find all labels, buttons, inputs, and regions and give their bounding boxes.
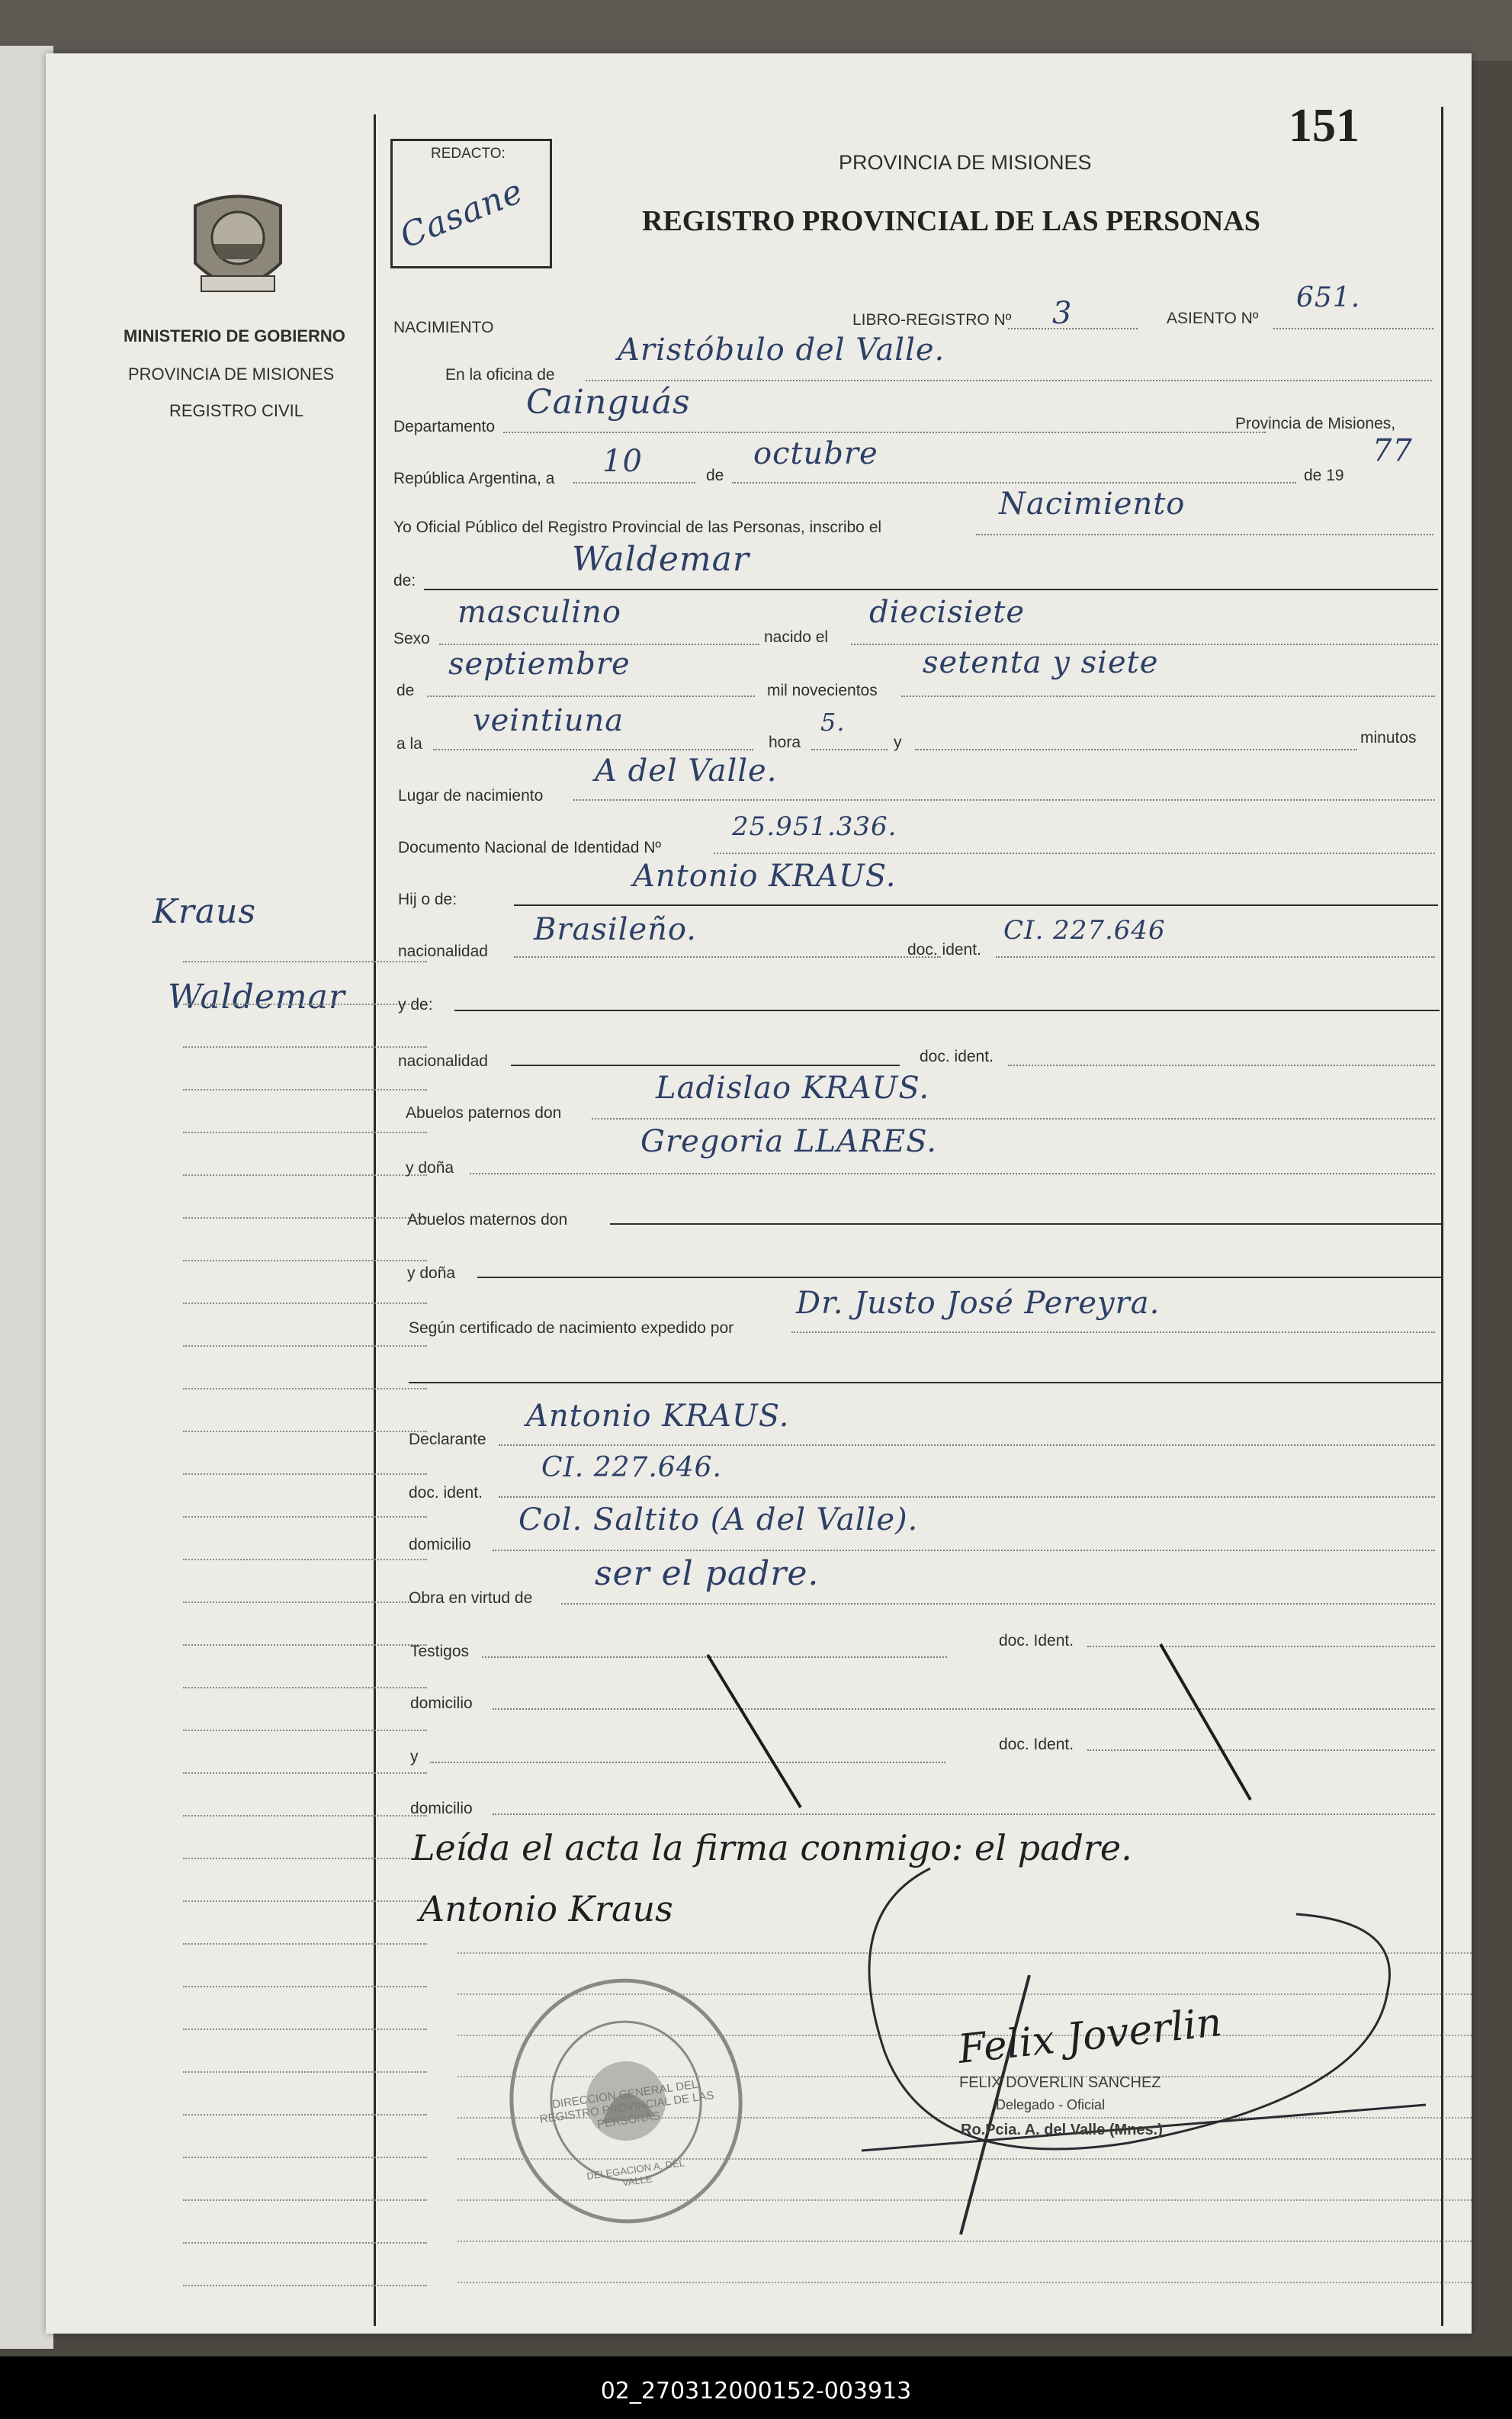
obra-value: ser el padre. bbox=[595, 1554, 820, 1593]
redacto-label: REDACTO: bbox=[431, 146, 506, 162]
abuela-pat-value: Gregoria LLARES. bbox=[640, 1124, 937, 1159]
anio-value: 77 bbox=[1372, 433, 1413, 468]
doc-test2-label: doc. Ident. bbox=[999, 1736, 1074, 1753]
official-title: Delegado - Oficial bbox=[996, 2097, 1106, 2112]
abuelos-pat-label: Abuelos paternos don bbox=[406, 1104, 562, 1122]
sexo-label: Sexo bbox=[393, 630, 430, 647]
y-de-label: y de: bbox=[398, 996, 433, 1014]
domicilio3-label: domicilio bbox=[410, 1800, 473, 1817]
dni-value: 25.951.336. bbox=[732, 811, 897, 842]
sexo-value: masculino bbox=[457, 595, 621, 630]
doc-ident2-label: doc. ident. bbox=[920, 1048, 994, 1065]
margin-given-name: Waldemar bbox=[168, 978, 345, 1017]
abuelo-pat-value: Ladislao KRAUS. bbox=[656, 1071, 930, 1106]
certificado-value: Dr. Justo José Pereyra. bbox=[796, 1286, 1160, 1321]
asiento-label: ASIENTO Nº bbox=[1167, 310, 1259, 327]
lugar-value: A del Valle. bbox=[595, 753, 778, 789]
y-label: y bbox=[894, 734, 902, 751]
y-dona-label: y doña bbox=[406, 1159, 454, 1177]
official-location: Ro.Pcia. A. del Valle (Mnes.) bbox=[961, 2122, 1163, 2138]
page-number: 151 bbox=[1289, 100, 1360, 152]
nombre-value: Waldemar bbox=[572, 540, 750, 579]
record-type-label: NACIMIENTO bbox=[393, 319, 494, 336]
frame-top bbox=[0, 0, 1512, 61]
testigos-label: Testigos bbox=[410, 1643, 470, 1660]
redacto-signature: Casane bbox=[394, 172, 529, 256]
declarante-value: Antonio KRAUS. bbox=[526, 1399, 790, 1434]
domicilio-value: Col. Saltito (A del Valle). bbox=[518, 1502, 919, 1537]
minutos-label: minutos bbox=[1360, 729, 1417, 747]
domicilio-label: domicilio bbox=[409, 1536, 471, 1553]
nacionalidad-padre-value: Brasileño. bbox=[534, 912, 698, 947]
de2-label: de bbox=[396, 682, 415, 699]
registry-seal bbox=[484, 1959, 769, 2244]
departamento-value: Cainguás bbox=[526, 383, 691, 422]
asiento-value: 651. bbox=[1296, 282, 1361, 313]
mes-value: octubre bbox=[753, 436, 878, 471]
nacido-value: diecisiete bbox=[869, 595, 1026, 630]
document-id: 02_270312000152-003913 bbox=[600, 2378, 912, 2405]
dni-label: Documento Nacional de Identidad Nº bbox=[398, 839, 662, 856]
official-name: FELIX DOVERLIN SANCHEZ bbox=[959, 2074, 1161, 2091]
closing-statement: Leída el acta la firma conmigo: el padre. bbox=[412, 1827, 1132, 1868]
padre-value: Antonio KRAUS. bbox=[633, 859, 897, 894]
official-signature: Felix Joverlin bbox=[955, 2000, 1225, 2073]
ministry-line1: MINISTERIO DE GOBIERNO bbox=[124, 326, 345, 345]
libro-value: 3 bbox=[1052, 296, 1073, 331]
dia-value: 10 bbox=[602, 444, 643, 479]
de-label: de bbox=[706, 467, 724, 484]
nacionalidad-label: nacionalidad bbox=[398, 943, 488, 960]
mes-nac-value: septiembre bbox=[448, 647, 631, 682]
doc-ident-label: doc. ident. bbox=[907, 941, 981, 959]
y2-label: y bbox=[410, 1748, 419, 1765]
nacionalidad2-label: nacionalidad bbox=[398, 1052, 488, 1070]
departamento-label: Departamento bbox=[393, 418, 496, 435]
seal-outer-text: DIRECCION GENERAL DEL REGISTRO PROVINCIAL DE LAS PERSONAS bbox=[538, 2077, 715, 2131]
lugar-label: Lugar de nacimiento bbox=[398, 787, 544, 805]
oficial-value: Nacimiento bbox=[999, 487, 1186, 522]
nacido-label: nacido el bbox=[764, 628, 829, 646]
province-heading: PROVINCIA DE MISIONES bbox=[839, 151, 1092, 174]
oficial-label: Yo Oficial Público del Registro Provincial de las Personas, inscribo el bbox=[393, 519, 882, 536]
obra-label: Obra en virtud de bbox=[409, 1589, 533, 1607]
oficina-label: En la oficina de bbox=[445, 366, 555, 384]
doc-decl-label: doc. ident. bbox=[409, 1484, 483, 1502]
mil-label: mil novecientos bbox=[767, 682, 878, 699]
doc-test-label: doc. Ident. bbox=[999, 1632, 1074, 1650]
anio-nac-value: setenta y siete bbox=[923, 645, 1159, 680]
hijo-label: Hij o de: bbox=[398, 891, 457, 908]
hora-value: veintiuna bbox=[473, 703, 624, 738]
domicilio2-label: domicilio bbox=[410, 1695, 473, 1712]
ministry-line2: PROVINCIA DE MISIONES bbox=[128, 365, 335, 384]
doc-decl-value: CI. 227.646. bbox=[541, 1452, 722, 1483]
doc-padre-value: CI. 227.646 bbox=[1003, 915, 1166, 946]
libro-label: LIBRO-REGISTRO Nº bbox=[852, 311, 1012, 329]
registry-page bbox=[46, 53, 1472, 2334]
declarant-signature: Antonio Kraus bbox=[419, 1888, 673, 1929]
oficina-value: Aristóbulo del Valle. bbox=[618, 332, 945, 368]
abuelos-mat-label: Abuelos maternos don bbox=[407, 1211, 568, 1229]
hora-num-value: 5. bbox=[820, 708, 846, 737]
republica-label: República Argentina, a bbox=[393, 470, 555, 487]
certificado-label: Según certificado de nacimiento expedido por bbox=[409, 1319, 734, 1337]
margin-surname: Kraus bbox=[152, 892, 257, 931]
hora-label: hora bbox=[769, 734, 801, 751]
y-dona2-label: y doña bbox=[407, 1264, 456, 1282]
ministry-line3: REGISTRO CIVIL bbox=[169, 401, 304, 420]
a-la-label: a la bbox=[396, 735, 422, 753]
provincia-label: Provincia de Misiones, bbox=[1235, 415, 1396, 432]
registry-heading: REGISTRO PROVINCIAL DE LAS PERSONAS bbox=[642, 205, 1260, 237]
declarante-label: Declarante bbox=[409, 1431, 486, 1448]
form-ruled-line bbox=[457, 2282, 1472, 2283]
de-nombre-label: de: bbox=[393, 572, 416, 589]
seal-inner-text: DELEGACION A. DEL VALLE bbox=[586, 2157, 685, 2189]
anio-label: de 19 bbox=[1304, 467, 1344, 484]
